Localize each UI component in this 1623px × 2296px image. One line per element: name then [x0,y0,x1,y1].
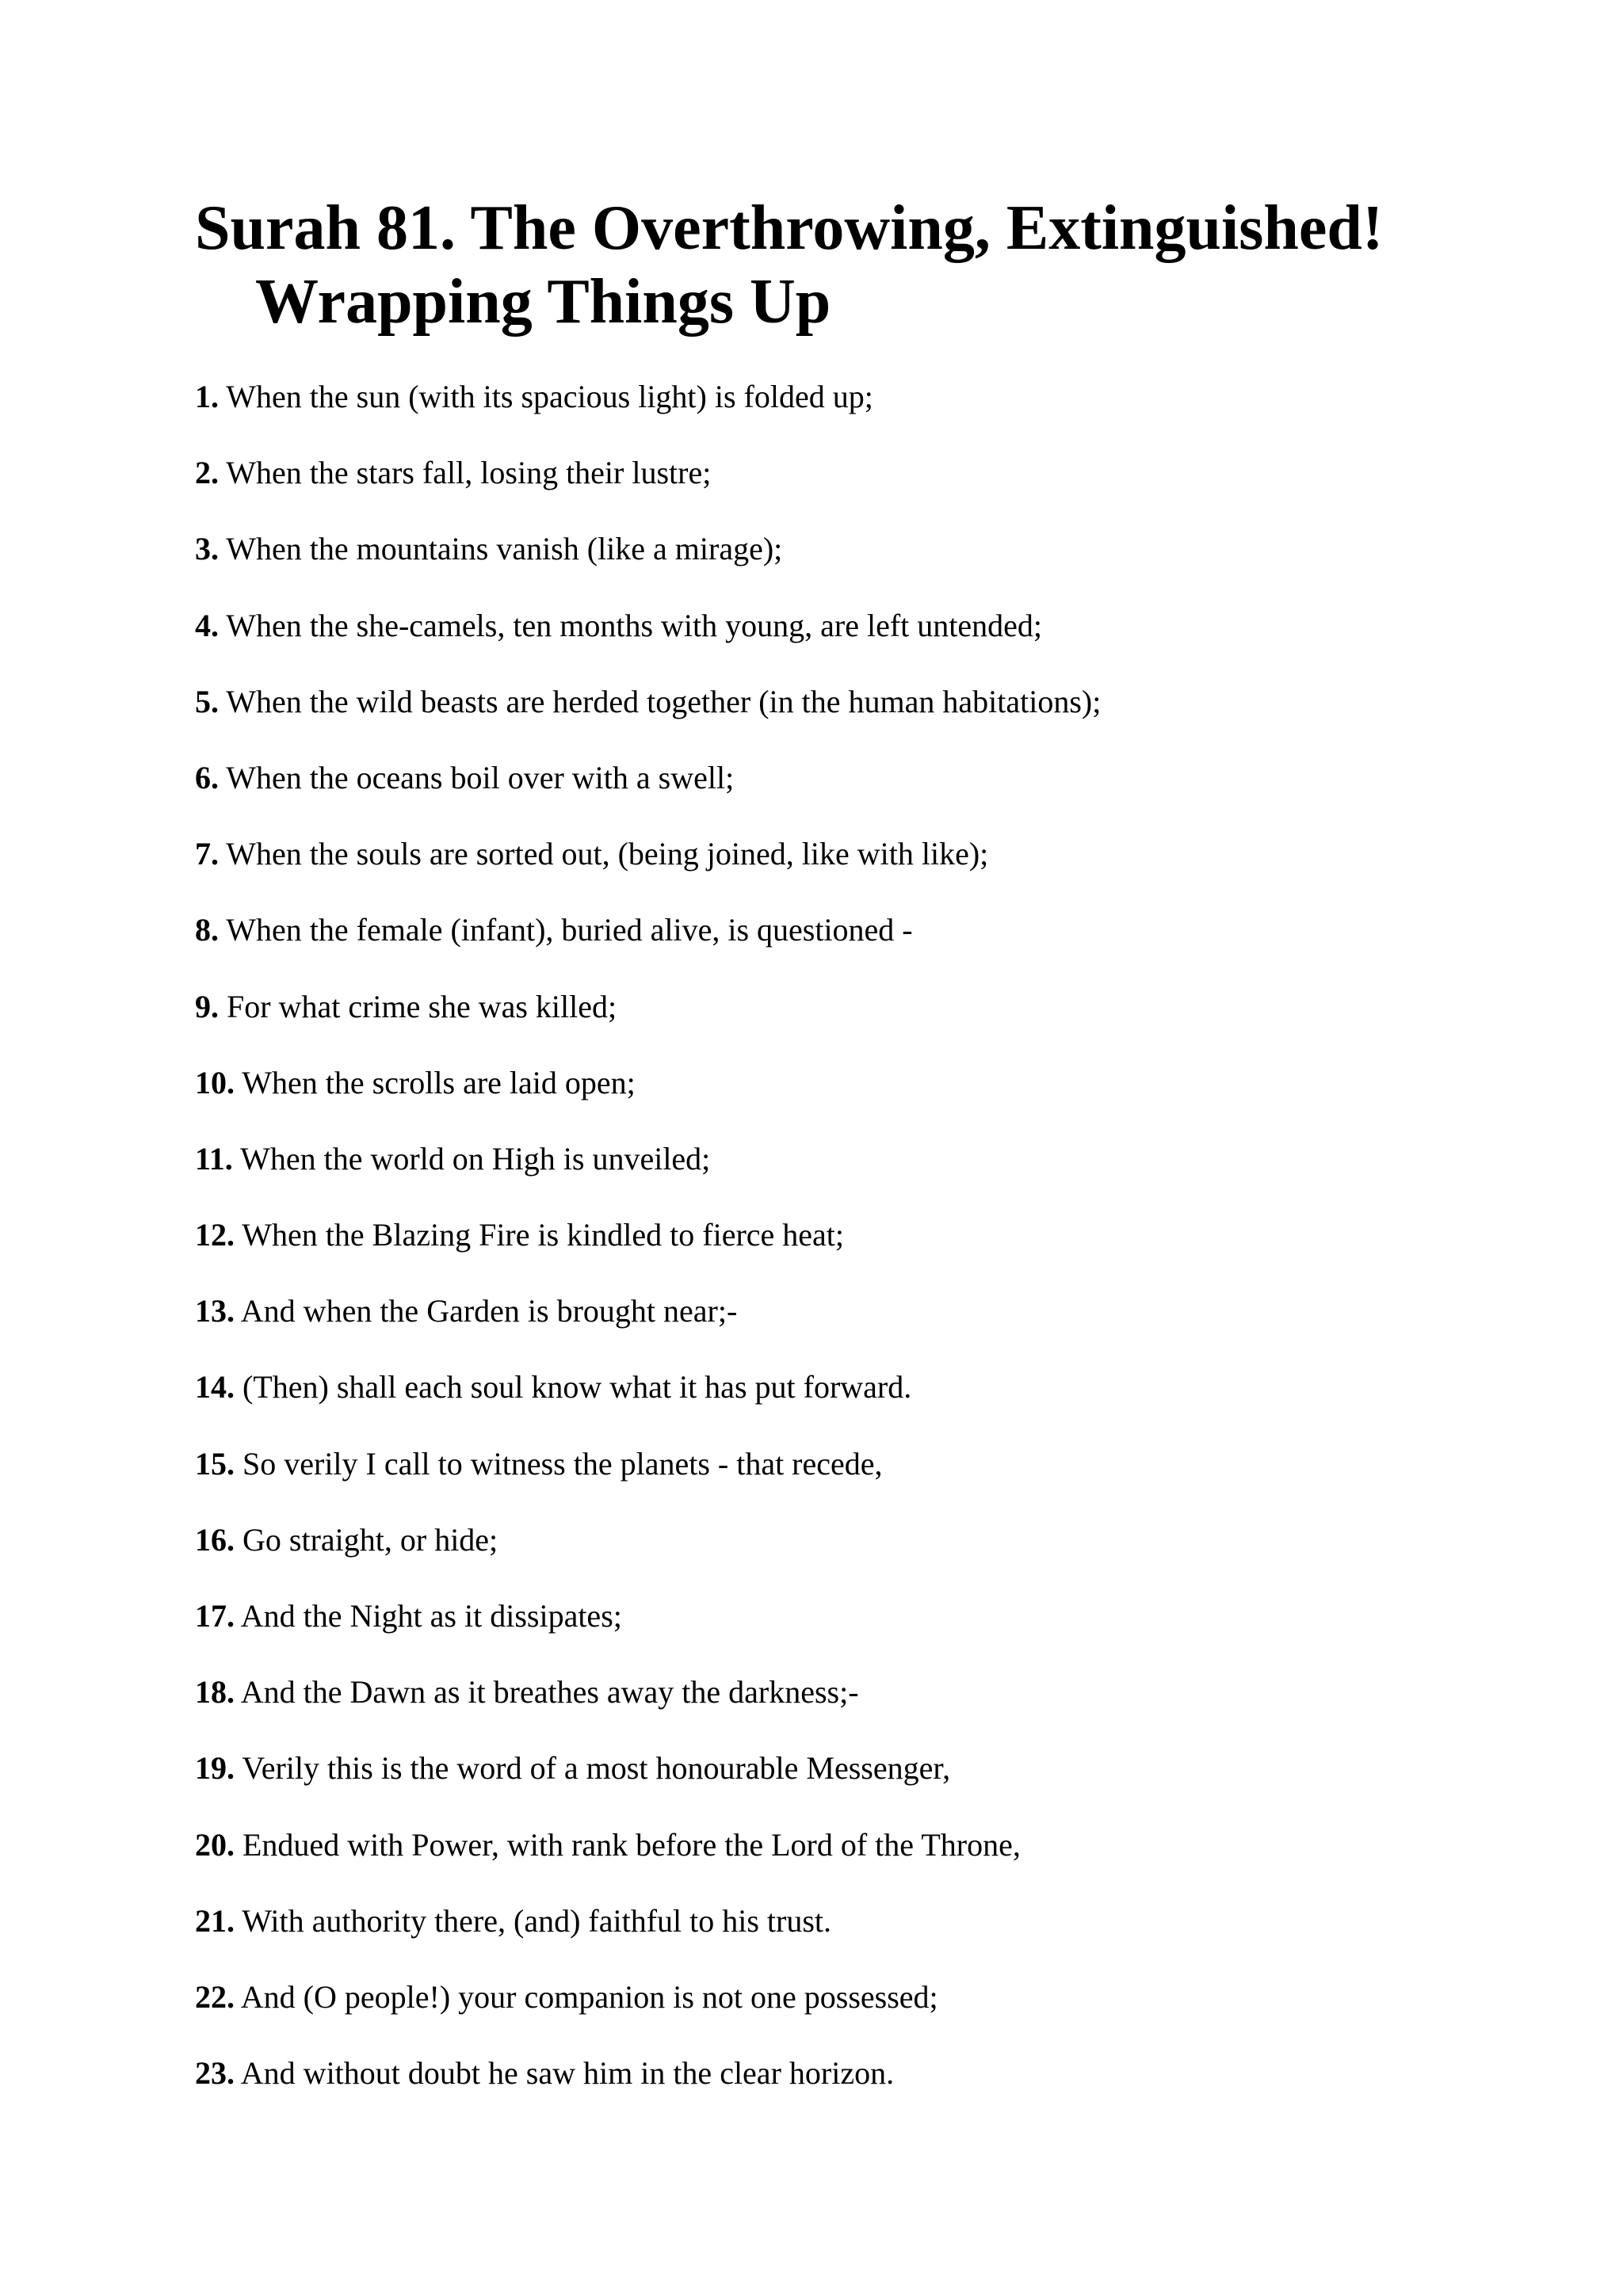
verse-text: And the Dawn as it breathes away the darkness;- [235,1674,859,1711]
verse-text: When the mountains vanish (like a mirage); [219,531,783,567]
verse-item [195,1141,1542,1217]
verse-text: Endued with Power, with rank before the Lord of the Throne, [235,1826,1021,1863]
verse-number: 2. [195,455,219,491]
page-title: Surah 81. The Overthrowing, Extinguished! Wrapping Things Up [195,193,1384,337]
verse-item [195,1369,1542,1445]
verse-text: When the wild beasts are herded together (in the human habitations); [219,683,1102,719]
verse-item [195,760,1542,836]
verse-item [195,1979,1542,2055]
verse-item [195,531,1542,607]
verse-list [195,379,1542,2131]
verse-item [195,1598,1542,1674]
verse-item [195,836,1542,912]
verse-number: 18. [195,1674,235,1711]
verse-text: When the she-camels, ten months with young, are left untended; [219,607,1042,643]
verse-number: 8. [195,912,219,948]
verse-item [195,455,1542,531]
verse-item [195,1674,1542,1750]
verse-item [195,2055,1542,2131]
verse-number: 13. [195,1293,235,1329]
verse-number: 23. [195,2055,235,2092]
verse-text: When the scrolls are laid open; [235,1064,636,1100]
verse-text: For what crime she was killed; [219,988,617,1024]
verse-text: With authority there, (and) faithful to his trust. [235,1902,832,1939]
verse-text: When the souls are sorted out, (being joined, like with like); [219,836,989,872]
verse-number: 10. [195,1064,235,1100]
verse-text: When the world on High is unveiled; [232,1140,711,1177]
verse-text: Verily this is the word of a most honourable Messenger, [235,1750,951,1787]
verse-text: When the Blazing Fire is kindled to fierce heat; [235,1217,845,1253]
verse-item [195,1827,1542,1903]
verse-item [195,608,1542,684]
verse-number: 7. [195,836,219,872]
verse-number: 22. [195,1978,235,2015]
verse-text: When the female (infant), buried alive, is questioned - [219,912,913,948]
verse-number: 9. [195,988,219,1024]
verse-number: 21. [195,1902,235,1939]
verse-number: 1. [195,379,219,414]
verse-item [195,1750,1542,1826]
verse-item [195,1065,1542,1141]
verse-text: Go straight, or hide; [235,1521,498,1558]
verse-text: And when the Garden is brought near;- [235,1293,738,1329]
verse-text: When the stars fall, losing their lustre; [219,455,712,491]
verse-number: 11. [195,1140,233,1177]
verse-text: When the oceans boil over with a swell; [219,759,735,795]
verse-number: 4. [195,607,219,643]
verse-item [195,1217,1542,1293]
verse-number: 14. [195,1369,235,1405]
verse-item [195,912,1542,988]
verse-item [195,1903,1542,1979]
verse-number: 5. [195,683,219,719]
verse-text: And the Night as it dissipates; [235,1598,622,1634]
verse-number: 15. [195,1445,235,1482]
verse-number: 6. [195,759,219,795]
verse-number: 20. [195,1826,235,1863]
verse-number: 19. [195,1750,235,1787]
verse-text: And (O people!) your companion is not one possessed; [235,1978,938,2015]
verse-item [195,379,1542,455]
verse-item [195,1522,1542,1598]
verse-item [195,1293,1542,1369]
verse-item [195,989,1542,1065]
verse-item [195,1446,1542,1522]
verse-number: 3. [195,531,219,567]
verse-text: So verily I call to witness the planets - that recede, [235,1445,883,1482]
verse-number: 12. [195,1217,235,1253]
verse-number: 17. [195,1598,235,1634]
verse-text: When the sun (with its spacious light) is folded up; [219,379,873,414]
verse-text: (Then) shall each soul know what it has put forward. [235,1369,912,1405]
verse-number: 16. [195,1521,235,1558]
verse-text: And without doubt he saw him in the clear horizon. [235,2055,895,2092]
verse-item [195,684,1542,760]
